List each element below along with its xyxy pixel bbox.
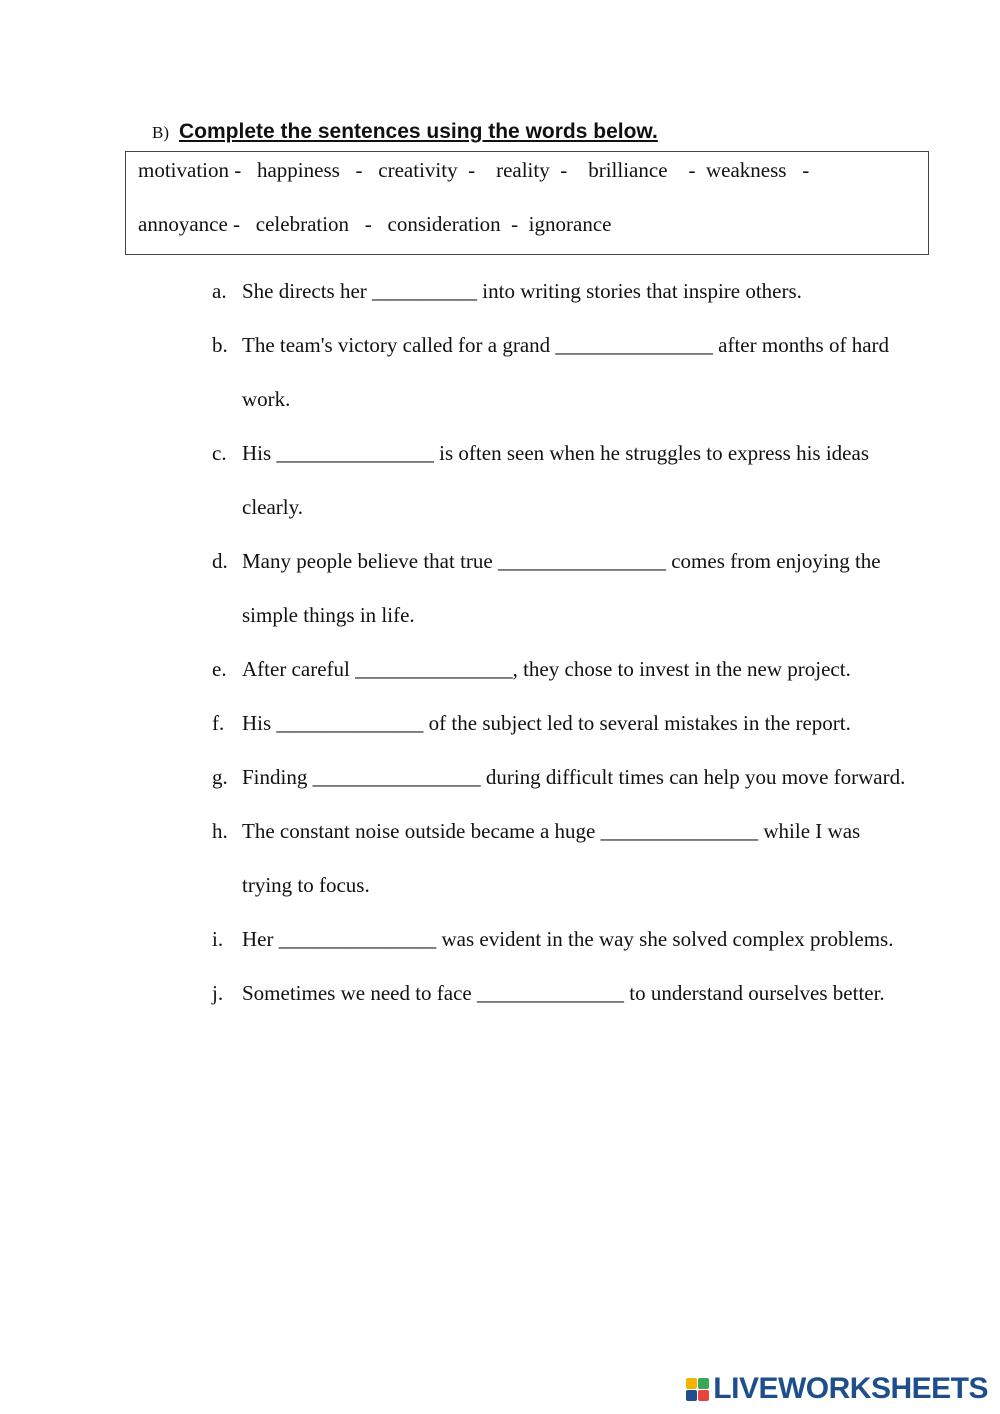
- liveworksheets-mark-icon: [686, 1378, 709, 1401]
- item-text: Many people believe that true ________________ comes from enjoying the simple things in life.: [242, 549, 881, 627]
- item-letter: d.: [212, 549, 228, 573]
- sentence-item: [212, 642, 912, 696]
- logo-square: [698, 1378, 709, 1389]
- item-letter: e.: [212, 657, 227, 681]
- item-text: Finding ________________ during difficult times can help you move forward.: [242, 765, 906, 789]
- item-text: The constant noise outside became a huge _______________ while I was trying to focus.: [242, 819, 861, 897]
- item-text: His _______________ is often seen when he struggles to express his ideas clearly.: [242, 441, 869, 519]
- item-text: After careful _______________, they chose to invest in the new project.: [242, 657, 851, 681]
- logo-text: LIVEWORKSHEETS: [713, 1372, 988, 1405]
- sentence-item: [212, 750, 912, 804]
- sentence-item: [212, 426, 912, 534]
- item-text: His ______________ of the subject led to several mistakes in the report.: [242, 711, 851, 735]
- item-text: She directs her __________ into writing stories that inspire others.: [242, 279, 802, 303]
- sentence-item: [212, 534, 912, 642]
- sentence-item: [212, 912, 912, 966]
- sentence-item: [212, 804, 912, 912]
- item-text: Sometimes we need to face ______________ to understand ourselves better.: [242, 981, 885, 1005]
- sentence-item: [212, 264, 912, 318]
- logo-square: [698, 1390, 709, 1401]
- word-bank-box: [125, 151, 929, 255]
- item-letter: g.: [212, 765, 228, 789]
- liveworksheets-logo[interactable]: [686, 1372, 988, 1406]
- item-letter: a.: [212, 279, 227, 303]
- word-bank-row-2: annoyance - celebration - consideration - ignorance: [138, 212, 612, 236]
- word-bank-row-1: motivation - happiness - creativity - reality - brilliance - weakness -: [138, 158, 810, 182]
- item-letter: b.: [212, 333, 228, 357]
- sentence-item: [212, 696, 912, 750]
- item-letter: j.: [212, 981, 224, 1005]
- sentence-list: [212, 264, 912, 1020]
- item-letter: h.: [212, 819, 228, 843]
- item-letter: i.: [212, 927, 224, 951]
- logo-square: [686, 1378, 697, 1389]
- item-text: Her _______________ was evident in the way she solved complex problems.: [242, 927, 894, 951]
- section-heading: [152, 120, 658, 144]
- sentence-item: [212, 318, 912, 426]
- sentence-item: [212, 966, 912, 1020]
- section-title: Complete the sentences using the words below.: [179, 120, 658, 143]
- section-marker: B): [152, 123, 169, 142]
- item-letter: f.: [212, 711, 225, 735]
- item-text: The team's victory called for a grand _______________ after months of hard work.: [242, 333, 890, 411]
- logo-square: [686, 1390, 697, 1401]
- item-letter: c.: [212, 441, 227, 465]
